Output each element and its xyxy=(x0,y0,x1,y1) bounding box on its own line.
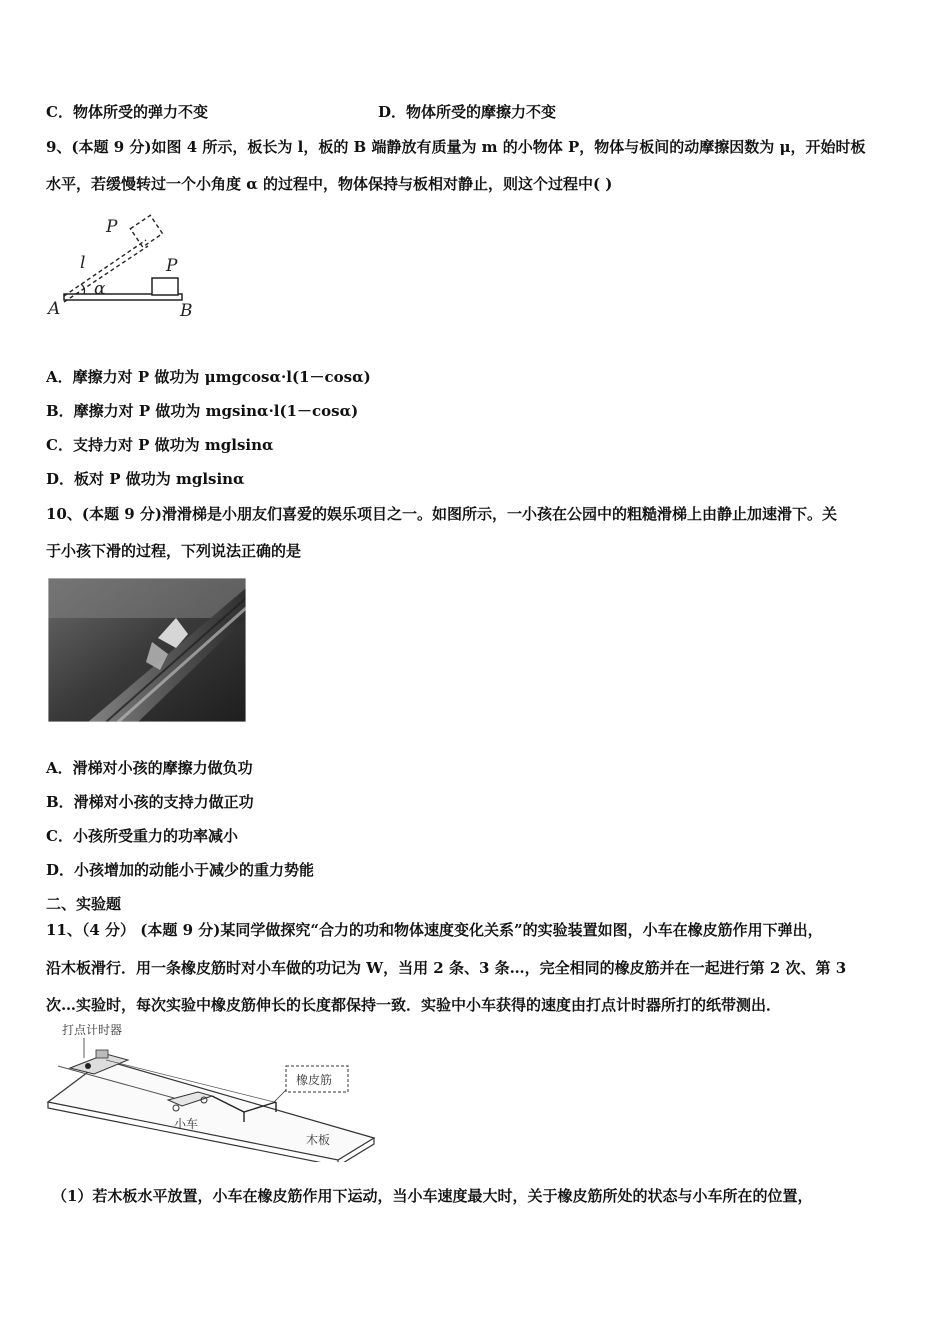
label-rubber-band: 橡皮筋 xyxy=(296,1073,333,1087)
q11-stem-line3: 次…实验时，每次实验中橡皮筋伸长的长度都保持一致．实验中小车获得的速度由打点计时器所打的纸带测出． xyxy=(46,996,782,1014)
q10-option-d: D．小孩增加的动能小于减少的重力势能 xyxy=(46,861,315,879)
q10-option-a: A．滑梯对小孩的摩擦力做负功 xyxy=(46,759,253,777)
q10-option-b: B．滑梯对小孩的支持力做正功 xyxy=(46,793,254,811)
slide-photo xyxy=(48,578,246,722)
q10-option-c: C．小孩所受重力的功率减小 xyxy=(46,827,238,845)
q11-sub1: （1）若木板水平放置，小车在橡皮筋作用下运动，当小车速度最大时，关于橡皮筋所处的状态与小车所在的位置， xyxy=(52,1187,813,1205)
q9-option-a: A．摩擦力对 P 做功为 μmgcosα·l(1－cosα) xyxy=(46,368,371,386)
dashed-block xyxy=(130,215,162,247)
q9-inclined-board-figure xyxy=(44,210,214,322)
q8-option-d: D．物体所受的摩擦力不变 xyxy=(378,103,557,121)
label-timer: 打点计时器 xyxy=(62,1023,123,1037)
label-cart: 小车 xyxy=(174,1117,199,1131)
q9-option-c: C．支持力对 P 做功为 mglsinα xyxy=(46,436,274,454)
q8-option-c: C．物体所受的弹力不变 xyxy=(46,103,208,121)
label-p-box: P xyxy=(166,256,178,276)
q9-option-d: D．板对 P 做功为 mglsinα xyxy=(46,470,245,488)
label-l: l xyxy=(80,253,86,273)
q9-stem-line2: 水平，若缓慢转过一个小角度 α 的过程中，物体保持与板相对静止，则这个过程中( ) xyxy=(46,175,613,193)
q10-stem-line1: 10、(本题 9 分)滑滑梯是小朋友们喜爱的娱乐项目之一。如图所示，一小孩在公园中的粗糙滑梯上由静止加速滑下。关 xyxy=(46,505,837,523)
block-p xyxy=(152,278,178,295)
q9-option-b: B．摩擦力对 P 做功为 mgsinα·l(1－cosα) xyxy=(46,402,359,420)
label-p-top: P xyxy=(106,217,118,237)
q9-stem-line1: 9、(本题 9 分)如图 4 所示，板长为 l，板的 B 端静放有质量为 m 的小物体 P，物体与板间的动摩擦因数为 μ，开始时板 xyxy=(46,138,866,156)
q11-stem-line1: 11、（4 分） (本题 9 分)某同学做探究“合力的功和物体速度变化关系”的实验装置如图，小车在橡皮筋作用下弹出， xyxy=(46,921,823,939)
label-b: B xyxy=(180,301,193,321)
q10-stem-line2: 于小孩下滑的过程，下列说法正确的是 xyxy=(46,542,302,560)
label-a: A xyxy=(48,299,61,319)
label-alpha: α xyxy=(94,279,106,299)
q11-stem-line2: 沿木板滑行．用一条橡皮筋时对小车做的功记为 W，当用 2 条、3 条…，完全相同的橡皮筋并在一起进行第 2 次、第 3 xyxy=(46,959,847,977)
label-board: 木板 xyxy=(306,1133,331,1147)
section-title: 二、实验题 xyxy=(46,895,122,913)
q11-apparatus-figure xyxy=(44,1020,384,1162)
